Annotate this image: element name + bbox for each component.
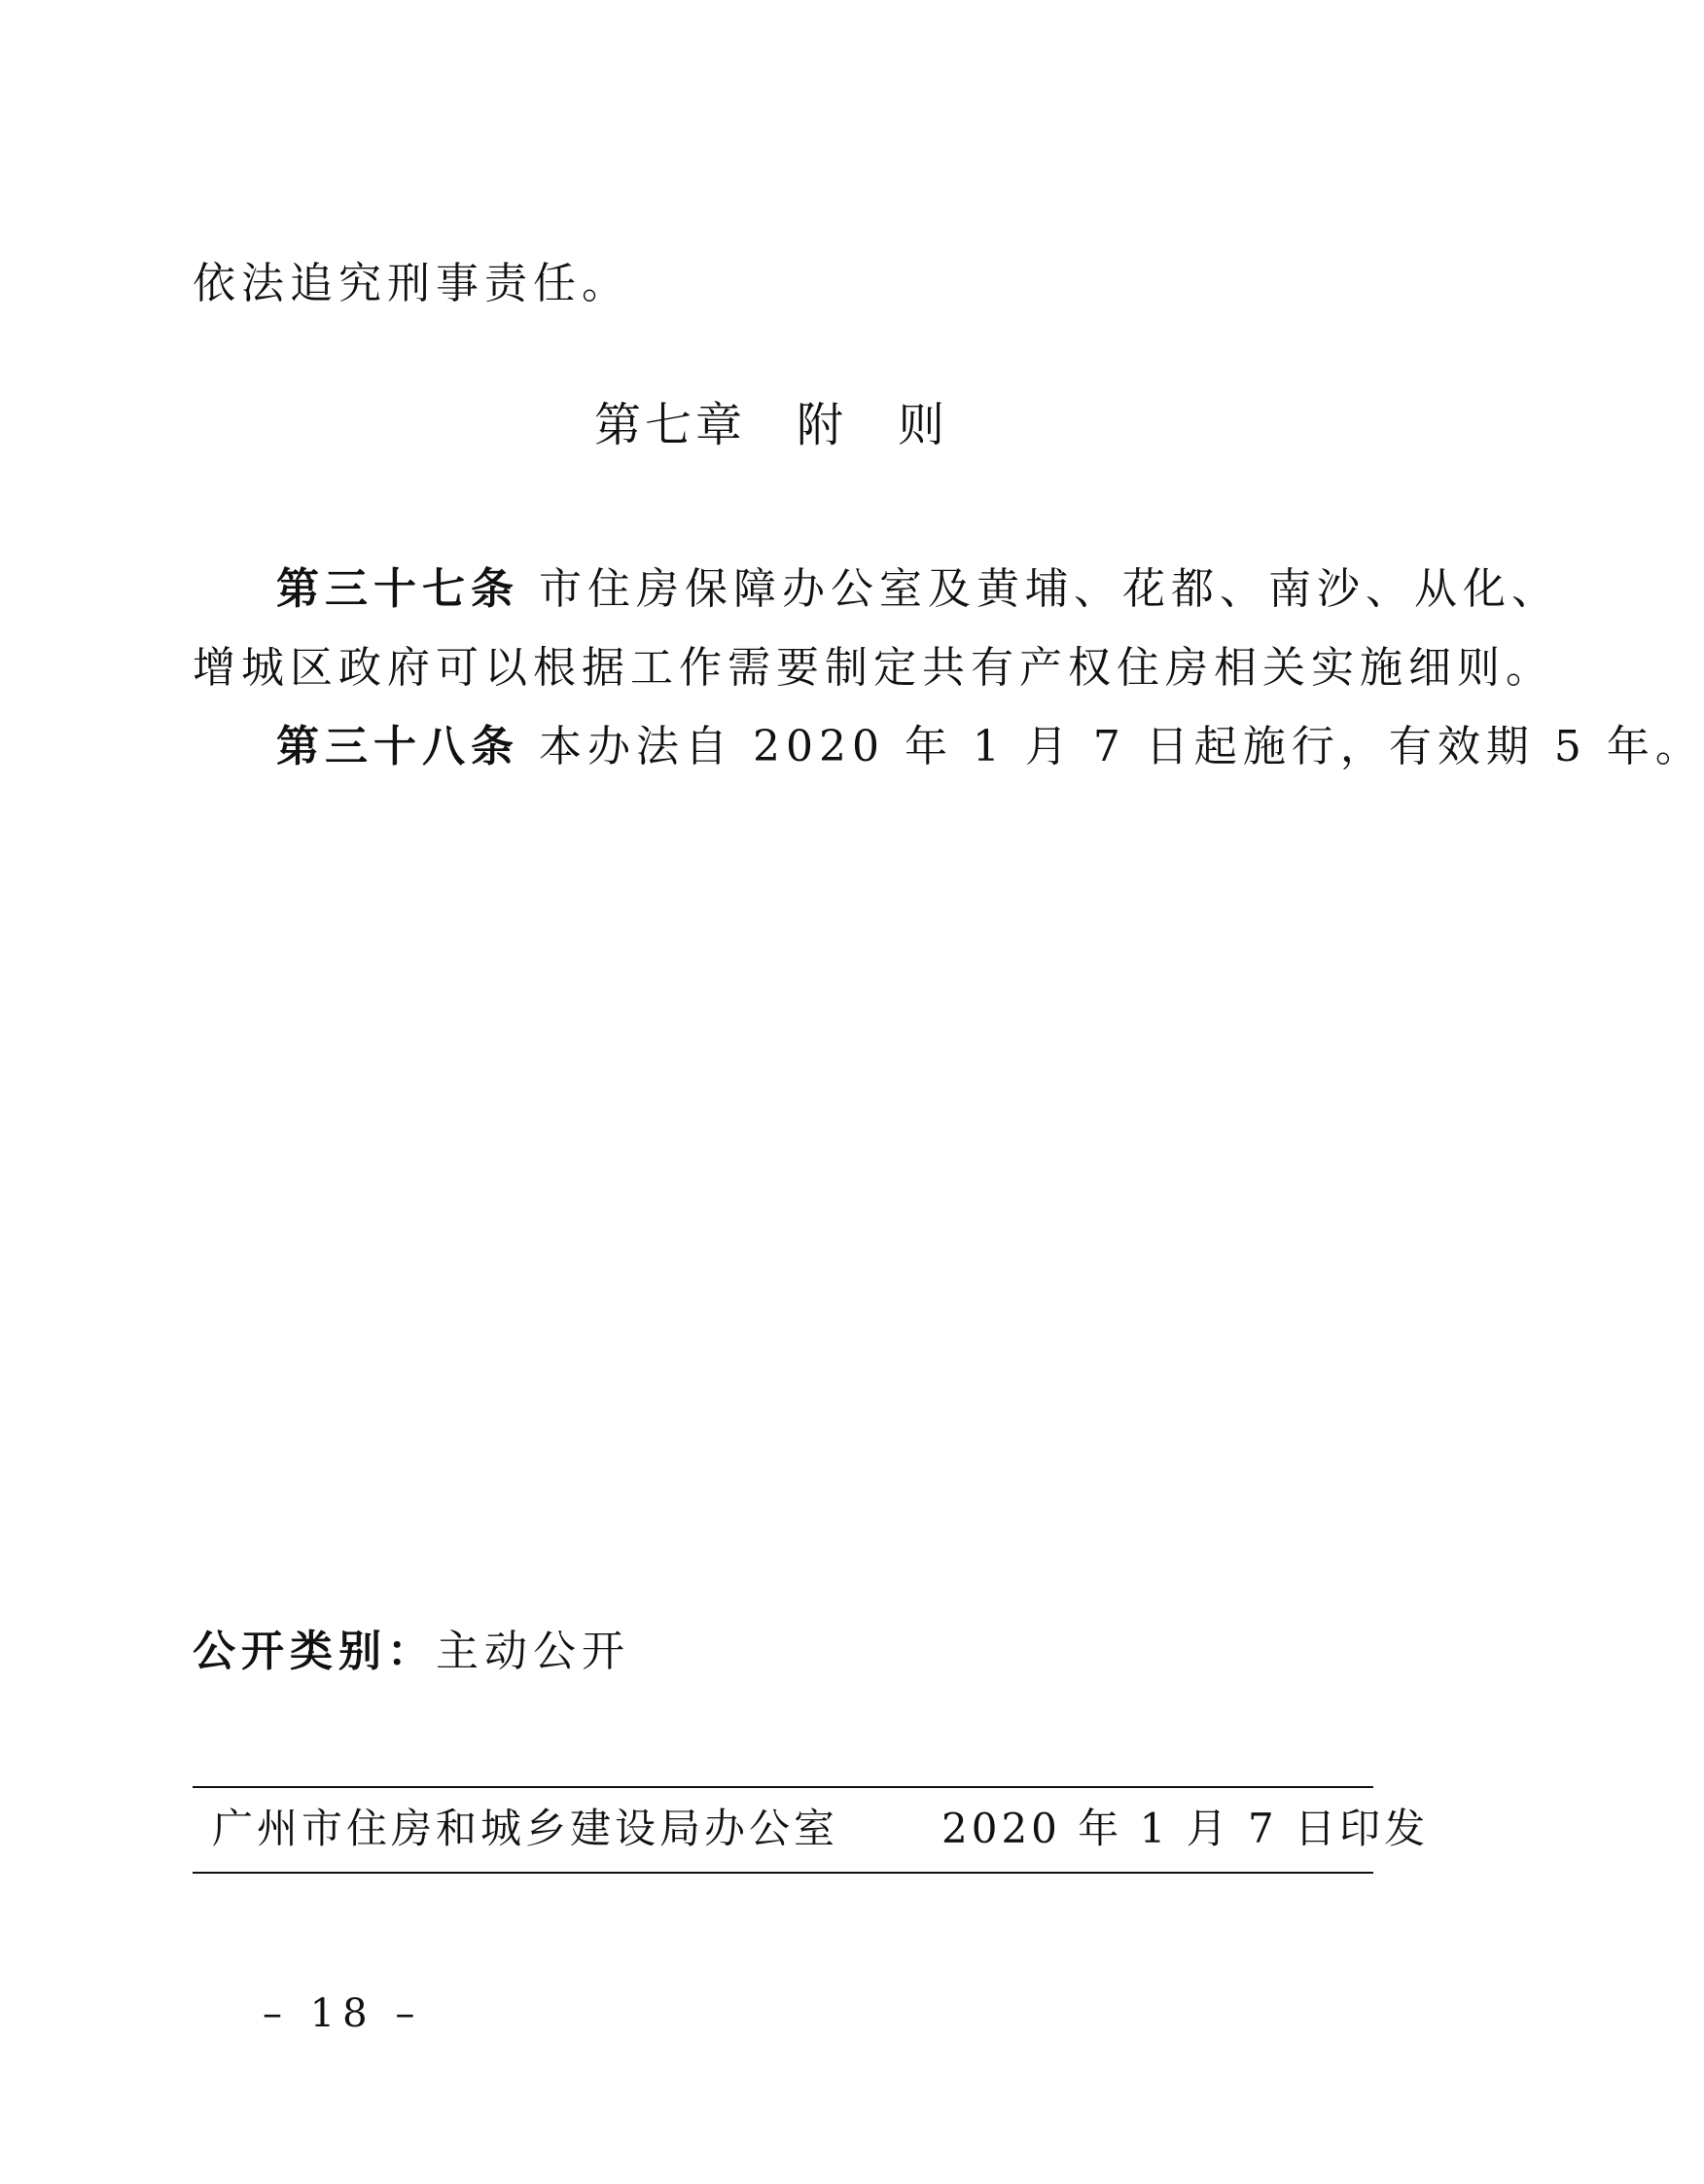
article-37-line-1 [276, 560, 1560, 619]
footer-top-rule [193, 1786, 1373, 1788]
issuer-name: 广州市住房和城乡建设局办公室 [212, 1805, 839, 1852]
article-38 [276, 718, 1704, 776]
disclosure-category [193, 1623, 630, 1681]
carry-over-text: 依法追究刑事责任。 [193, 259, 630, 308]
disclosure-value: 主动公开 [436, 1627, 630, 1676]
article-38-text: 本办法自 2020 年 1 月 7 日起施行，有效期 5 年。 [539, 722, 1704, 771]
footer-bottom-rule [193, 1872, 1373, 1874]
chapter-title: 第七章 附 则 [593, 398, 948, 452]
page-number: – 18 – [263, 1991, 423, 2036]
disclosure-label: 公开类别： [193, 1627, 436, 1676]
issue-date: 2020 年 1 月 7 日印发 [941, 1805, 1430, 1852]
article-37-heading: 第三十七条 [276, 564, 519, 614]
article-37-text-2: 增城区政府可以根据工作需要制定共有产权住房相关实施细则。 [193, 643, 1554, 693]
article-38-heading: 第三十八条 [276, 722, 519, 771]
article-37-line-2 [193, 639, 1554, 698]
article-37-text-1: 市住房保障办公室及黄埔、花都、南沙、从化、 [539, 564, 1560, 614]
